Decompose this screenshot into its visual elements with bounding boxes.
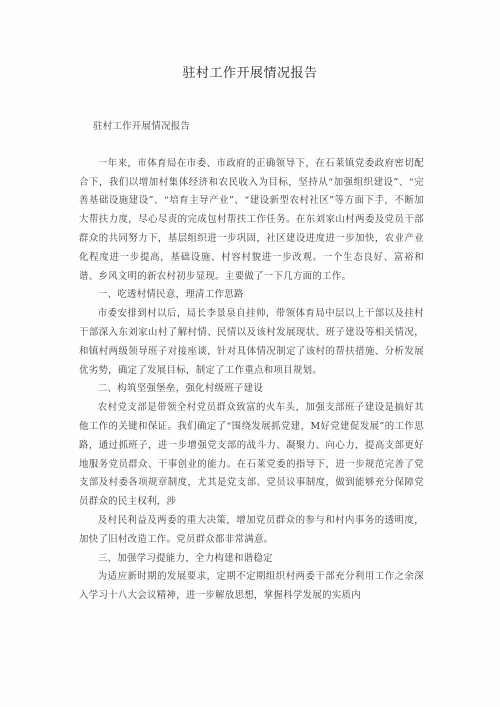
intro-paragraph: 一年来，市体育局在市委、市政府的正确领导下，在石莱镇党委政府密切配合下，我们以增加村集体经济和农民收入为目标，坚持从“加强组织建设”、“完善基础设施建设”、“培育主导产业”、“建设新型农村社区”等方面下手，不断加大帮扶力度，尽心尽责的完成包村帮扶工作任务。在东刘家山村两委及党员干部群众的共同努力下，基层组织进一步巩固，社区建设进度进一步加快，农业产业化程度进一步提高，基础设施、村容村貌进一步改观。一个生态良好、富裕和谐、乡风文明的新农村初步显现。主要做了一下几方面的工作。 (79, 157, 424, 282)
section-2-paragraph: 农村党支部是带领全村党员群众致富的火车头，加强支部班子建设是搞好其他工作的关键和保证。我们确定了“围绕发展抓党建，M好党建促发展”的工作思路，通过抓班子，进一步增强党支部的战斗力、凝聚力、向心力，提高支部更好地服务党员群众、干事创业的能力。在石莱党委的指导下，进一步规范完善了党支部及村委各项规章制度，尤其是党支部、党员议事制度，做到能够充分保障党员群众的民主权利，涉 (79, 402, 424, 508)
document-subtitle: 驻村工作开展情况报告 (93, 121, 191, 132)
section-1-paragraph: 市委安排到村以后，局长李景泉自挂帅，带领体育局中层以上干部以及挂村干部深入东刘家山村了解村情、民情以及该村发展现状、班子建设等相关情况，和镇村两级领导班子对接座谈，针对具体情况制定了该村的帮扶措施、分析发展优劣势，确定了发展目标，制定了工作重点和项目规划。 (79, 308, 424, 376)
section-2-heading: 二、构筑坚强堡垒，强化村级班子建设 (97, 383, 264, 395)
section-1-heading: 一、吃透村情民意，理清工作思路 (97, 289, 244, 301)
section-3-paragraph: 为适应新时期的发展要求，定期不定期组织村两委干部充分利用工作之余深入学习十八大会议精神，进一步解放思想，掌握科学发展的实质内 (79, 571, 424, 602)
section-3-heading: 三、加强学习提能力，全力构建和谐稳定 (97, 552, 273, 564)
section-2-continuation: 及村民利益及两委的重大决策，增加党员群众的参与和村内事务的透明度，加快了旧村改造工作。党员群众都非常满意。 (79, 514, 424, 545)
document-title: 驻村工作开展情况报告 (182, 66, 318, 81)
document-body (79, 118, 424, 606)
